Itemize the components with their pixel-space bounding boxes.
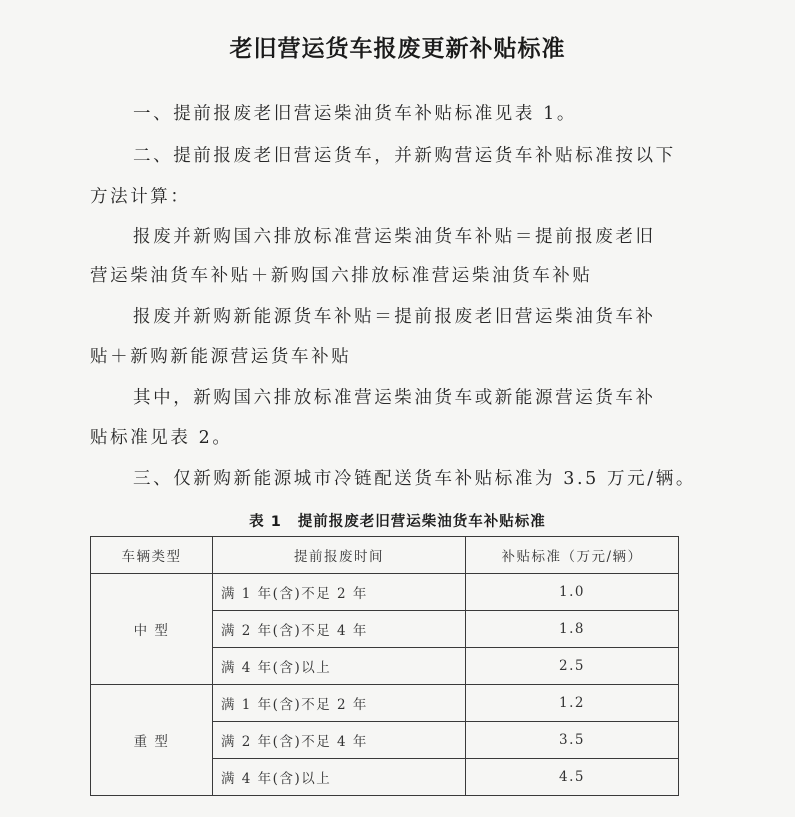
paragraph-2-line-1: 二、提前报废老旧营运货车，并新购营运货车补贴标准按以下 [133, 146, 676, 166]
header-scrap-time: 提前报废时间 [213, 537, 466, 574]
header-subsidy-standard: 补贴标准（万元/辆） [466, 537, 679, 574]
formula-1-line-2: 营运柴油货车补贴＋新购国六排放标准营运柴油货车补贴 [90, 266, 593, 286]
time-cell: 满 2 年(含)不足 4 年 [213, 722, 466, 759]
formula-2-line-2: 贴＋新购新能源营运货车补贴 [90, 347, 352, 367]
type-cell-medium: 中 型 [91, 574, 213, 685]
type-cell-heavy: 重 型 [91, 685, 213, 796]
table-caption-text: 提前报废老旧营运柴油货车补贴标准 [297, 514, 546, 530]
document-title: 老旧营运货车报废更新补贴标准 [229, 36, 566, 62]
paragraph-1: 一、提前报废老旧营运柴油货车补贴标准见表 1。 [133, 104, 577, 124]
subsidy-cell: 1.0 [466, 574, 679, 611]
time-cell: 满 1 年(含)不足 2 年 [213, 574, 466, 611]
subsidy-cell: 2.5 [466, 648, 679, 685]
table-row [91, 685, 679, 722]
paragraph-3-line-2: 贴标准见表 2。 [90, 428, 233, 448]
paragraph-4: 三、仅新购新能源城市冷链配送货车补贴标准为 3.5 万元/辆。 [133, 469, 696, 489]
paragraph-3-line-1: 其中，新购国六排放标准营运柴油货车或新能源营运货车补 [133, 388, 656, 408]
subsidy-cell: 4.5 [466, 759, 679, 796]
formula-1-line-1: 报废并新购国六排放标准营运柴油货车补贴＝提前报废老旧 [133, 227, 656, 247]
time-cell: 满 4 年(含)以上 [213, 648, 466, 685]
subsidy-cell: 1.2 [466, 685, 679, 722]
time-cell: 满 2 年(含)不足 4 年 [213, 611, 466, 648]
formula-2-line-1: 报废并新购新能源货车补贴＝提前报废老旧营运柴油货车补 [133, 307, 656, 327]
table-caption-number: 表 1 [249, 514, 282, 530]
subsidy-cell: 3.5 [466, 722, 679, 759]
table-row [91, 574, 679, 611]
time-cell: 满 1 年(含)不足 2 年 [213, 685, 466, 722]
subsidy-table [90, 536, 679, 796]
table-1-caption [0, 510, 795, 531]
paragraph-2-line-2: 方法计算： [90, 187, 191, 207]
subsidy-cell: 1.8 [466, 611, 679, 648]
time-cell: 满 4 年(含)以上 [213, 759, 466, 796]
header-vehicle-type: 车辆类型 [91, 537, 213, 574]
table-header-row [91, 537, 679, 574]
